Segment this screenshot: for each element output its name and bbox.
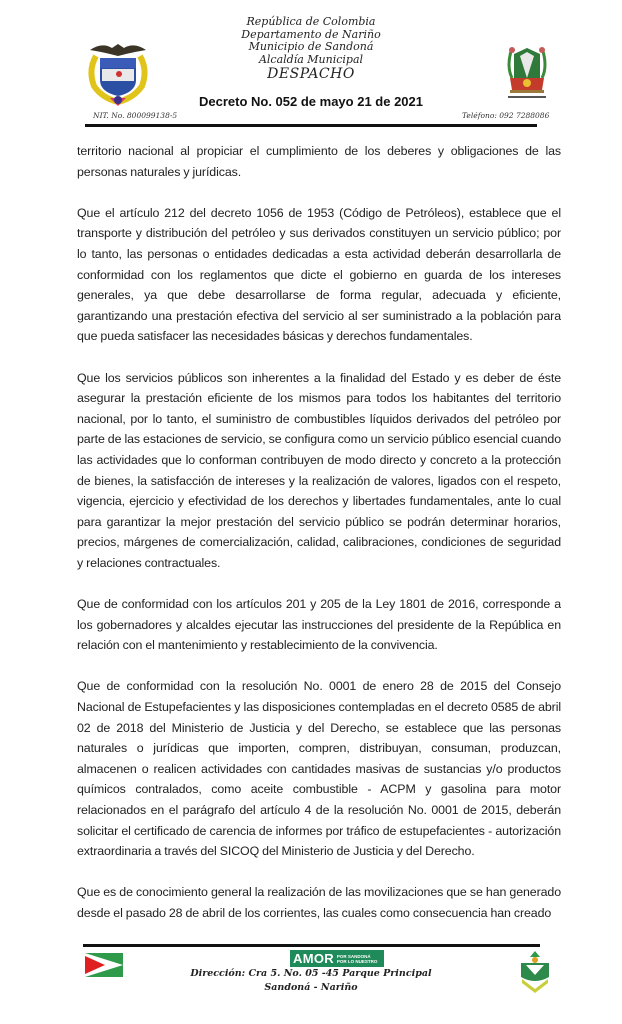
paragraph: Que el artículo 212 del decreto 1056 de 1953 (Código de Petróleos), establece que el transporte y distribución del petróleo y sus derivados constituyen un servicio público; por lo tanto, las personas o entidades dedicadas a esta actividad deberán desarrollarla de conformidad con los reglamentos que dicte el gobierno en guarda de los intereses generales, ya que debe desarrollarse de forma regular, adecuada y eficiente, garantizando una prestación efectiva del servicio al ser suministrado a la población para que pueda satisfacer las necesidades básicas y derechos fundamentales. xyxy=(77,205,561,344)
slogan-banner xyxy=(290,950,384,967)
header-despacho: DESPACHO xyxy=(267,66,355,82)
slogan-line-1: POR SANDONÁ xyxy=(336,953,371,959)
header-line-country: República de Colombia xyxy=(246,15,376,28)
document-body xyxy=(77,141,561,939)
footer-city: Sandoná - Nariño xyxy=(264,982,358,993)
footer-address: Dirección: Cra 5. No. 05 -45 Parque Principal xyxy=(190,968,432,979)
slogan-sub xyxy=(337,954,378,964)
municipal-logo-icon xyxy=(518,951,552,993)
paragraph: Que de conformidad con la resolución No. 0001 de enero 28 de 2015 del Consejo Nacional de Estupefacientes y las disposiciones contempladas en el decreto 0585 de abril 02 de 2018 del Ministerio de Justicia y del Derecho, se establece que las personas naturales o jurídicas que importen, compren, distribuyan, consuman, produzcan, almacenen o realicen actividades con cantidades masivas de sustancias y/o productos químicos contralados, como aceite combustible - ACPM y gasolina para motor relacionados en el parágrafo del artículo 4 de la resolución No. 0001 de 2015, deberán solicitar el certificado de carencia de informes por tráfico de estupefacientes - autorización extraordinaria a través del SICOQ del Ministerio de Justicia y del Derecho. xyxy=(77,679,561,859)
decree-title: Decreto No. 052 de mayo 21 de 2021 xyxy=(198,94,423,109)
header-line-department: Departamento de Nariño xyxy=(241,27,381,41)
paragraph: Que es de conocimiento general la realización de las movilizaciones que se han generado desde el pasado 28 de abril de los corrientes, las cuales como consecuencia han creado xyxy=(77,885,561,920)
letterhead xyxy=(160,16,462,82)
colombia-coat-of-arms-icon xyxy=(82,36,154,108)
phone-number: Teléfono: 092 7288086 xyxy=(462,111,550,120)
slogan-line-2: POR LO NUESTRO xyxy=(336,958,378,964)
nit-number: NIT. No. 800099138-5 xyxy=(93,111,178,120)
paragraph: territorio nacional al propiciar el cumplimiento de los deberes y obligaciones de las personas naturales y jurídicas. xyxy=(77,144,561,179)
paragraph: Que de conformidad con los artículos 201 y 205 de la Ley 1801 de 2016, corresponde a los gobernadores y alcaldes ejecutar las instrucciones del presidente de la República en relación con el mantenimiento y restablecimiento de la convivencia. xyxy=(77,597,561,653)
sandona-coat-of-arms-icon xyxy=(502,38,552,104)
header-line-municipality: Municipio de Sandoná xyxy=(248,40,374,53)
slogan-main: AMOR xyxy=(293,951,334,966)
footer-divider xyxy=(83,944,540,947)
header-divider xyxy=(85,124,537,127)
paragraph: Que los servicios públicos son inherentes a la finalidad del Estado y es deber de éste asegurar la prestación eficiente de los mismos para todos los habitantes del territorio nacional, por lo tanto, el suministro de combustibles líquidos derivados del petróleo por parte de las estaciones de servicio, se configura como un servicio público esencial cuando las actividades que lo conforman contribuyen de modo directo y concreto a la protección de bienes, la satisfacción de intereses y la realización de valores, ligados con el respeto, vigencia, ejercicio y efectividad de los derechos y libertades fundamentales, ante lo cual para garantizar la mejor prestación del servicio público se podrán determinar horarios, precios, márgenes de comercialización, calidad, calibraciones, condiciones de seguridad y relaciones contractuales. xyxy=(77,370,561,570)
header-line-office: Alcaldía Municipal xyxy=(258,52,364,66)
